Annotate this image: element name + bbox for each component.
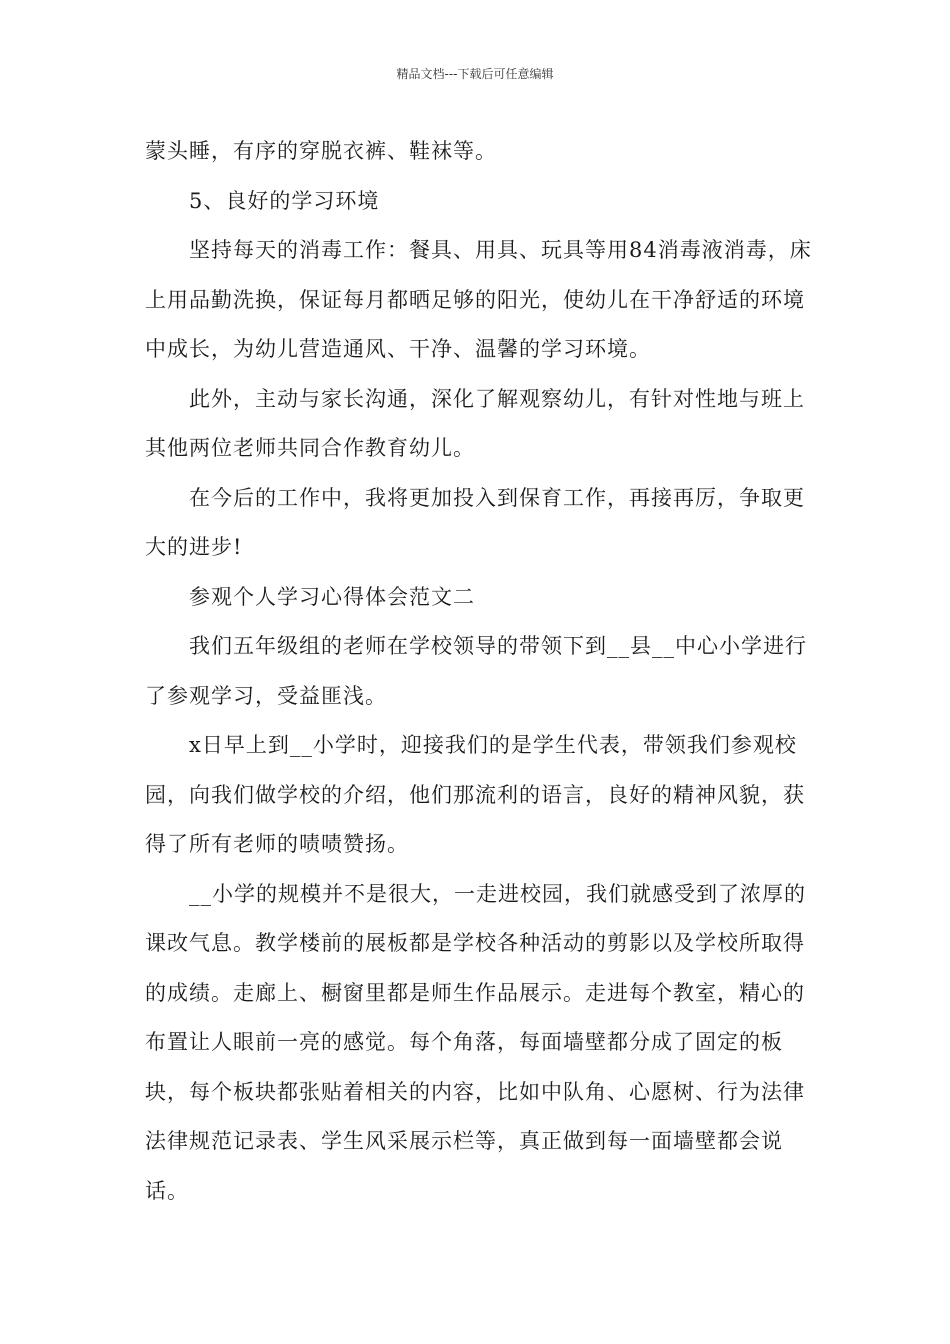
paragraph: 在今后的工作中，我将更加投入到保育工作，再接再厉，争取更大的进步! (145, 485, 805, 559)
paragraph: 蒙头睡，有序的穿脱衣裤、鞋袜等。 (145, 139, 497, 163)
page-header: 精品文档---下载后可任意编辑 (396, 67, 554, 81)
paragraph: __小学的规模并不是很大，一走进校园，我们就感受到了浓厚的课改气息。教学楼前的展板都是学校各种活动的剪影以及学校所取得的成绩。走廊上、橱窗里都是师生作品展示。走进每个教室，精心的布置让人眼前一亮的感觉。每个角落，每面墙壁都分成了固定的板块，每个板块都张贴着相关的内容，比如中队角、心愿树、行为法律法律规范记录表、学生风采展示栏等，真正做到每一面墙壁都会说话。 (145, 881, 806, 1203)
paragraph: 我们五年级组的老师在学校领导的带领下到__县__中心小学进行了参观学习，受益匪浅。 (145, 634, 807, 708)
paragraph: x日早上到__小学时，迎接我们的是学生代表，带领我们参观校园，向我们做学校的介绍，他们那流利的语言，良好的精神风貌，获得了所有老师的啧啧赞扬。 (145, 733, 805, 856)
paragraph: 坚持每天的消毒工作：餐具、用具、玩具等用84消毒液消毒，床上用品勤洗换，保证每月都晒足够的阳光，使幼儿在干净舒适的环境中成长，为幼儿营造通风、干净、温馨的学习环境。 (145, 238, 812, 361)
paragraph: 此外，主动与家长沟通，深化了解观察幼儿，有针对性地与班上其他两位老师共同合作教育幼儿。 (145, 386, 805, 460)
article-title: 参观个人学习心得体会范文二 (189, 584, 475, 609)
section-heading: 5、良好的学习环境 (189, 188, 380, 213)
document-body (145, 127, 815, 1216)
